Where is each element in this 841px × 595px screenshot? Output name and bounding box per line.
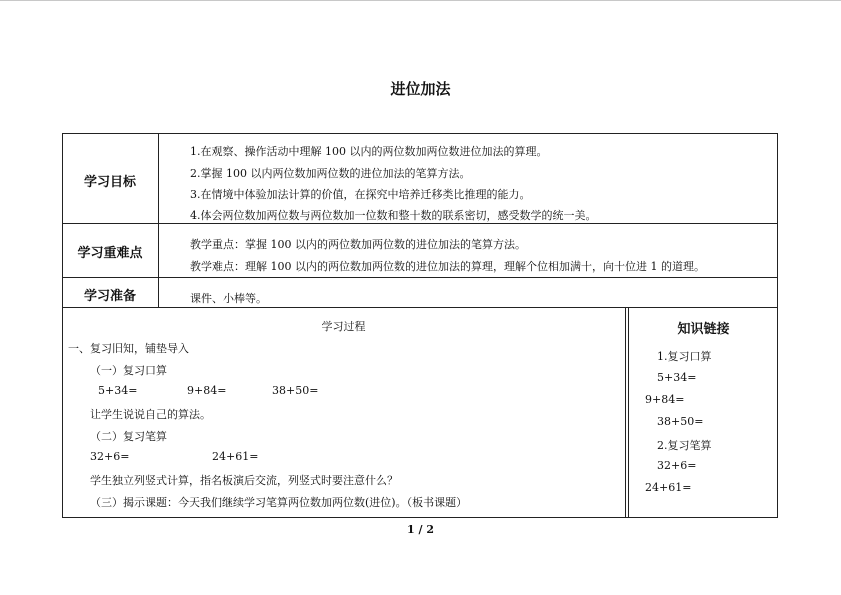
oral-calc-item: 38+50= [272,384,319,397]
objective-item: 2.掌握 100 以内两位数加两位数的进位加法的笔算方法。 [190,167,471,180]
objective-item: 1.在观察、操作活动中理解 100 以内的两位数加两位数进位加法的算理。 [190,145,548,158]
oral-calc-item: 9+84= [187,384,227,397]
objective-item: 4.体会两位数加两位数与两位数加一位数和整十数的联系密切，感受数学的统一美。 [190,209,597,222]
row-divider [62,223,778,224]
process-header: 学习过程 [321,320,366,333]
knowledge-link-line: 24+61= [645,481,692,494]
page-title: 进位加法 [390,80,451,98]
oral-calc-item: 5+34= [98,384,138,397]
process-note: 学生独立列竖式计算，指名板演后交流，列竖式时要注意什么？ [90,474,398,487]
key-point-item: 教学重点：掌握 100 以内的两位数加两位数的进位加法的笔算方法。 [190,238,526,251]
header-column-divider [158,133,159,307]
lesson-plan-table [62,133,778,518]
knowledge-link-line: 1.复习口算 [657,350,712,363]
knowledge-link-line: 5+34= [657,371,697,384]
process-subsection: （三）揭示课题：今天我们继续学习笔算两位数加两位数(进位)。（板书课题） [90,496,468,509]
table-top-border [62,133,778,134]
process-note: 让学生说说自己的算法。 [90,408,211,421]
objective-item: 3.在情境中体验加法计算的价值，在探究中培养迁移类比推理的能力。 [190,188,531,201]
process-subsection: （一）复习口算 [90,364,167,377]
page-top-border [0,0,841,1]
row-divider [62,277,778,278]
preparation-header: 学习准备 [83,289,136,304]
process-subsection: （二）复习笔算 [90,430,167,443]
written-calc-item: 32+6= [90,450,130,463]
row-divider [62,307,778,308]
preparation-text: 课件、小棒等。 [190,292,267,305]
knowledge-link-line: 32+6= [657,459,697,472]
process-section-title: 一、复习旧知，铺垫导入 [68,342,189,355]
knowledge-link-line: 2.复习笔算 [657,439,712,452]
key-points-header: 学习重难点 [77,246,143,261]
process-column-divider [625,307,626,518]
written-calc-item: 24+61= [212,450,259,463]
knowledge-link-header: 知识链接 [677,322,730,337]
process-column-divider [628,307,629,518]
page-number: 1 / 2 [407,523,434,536]
knowledge-link-line: 9+84= [645,393,685,406]
key-point-item: 教学难点：理解 100 以内的两位数加两位数的进位加法的算理，理解个位相加满十，向十位进 1 的道理。 [190,260,705,273]
knowledge-link-line: 38+50= [657,415,704,428]
table-bottom-border [62,517,778,518]
objectives-header: 学习目标 [83,175,136,190]
